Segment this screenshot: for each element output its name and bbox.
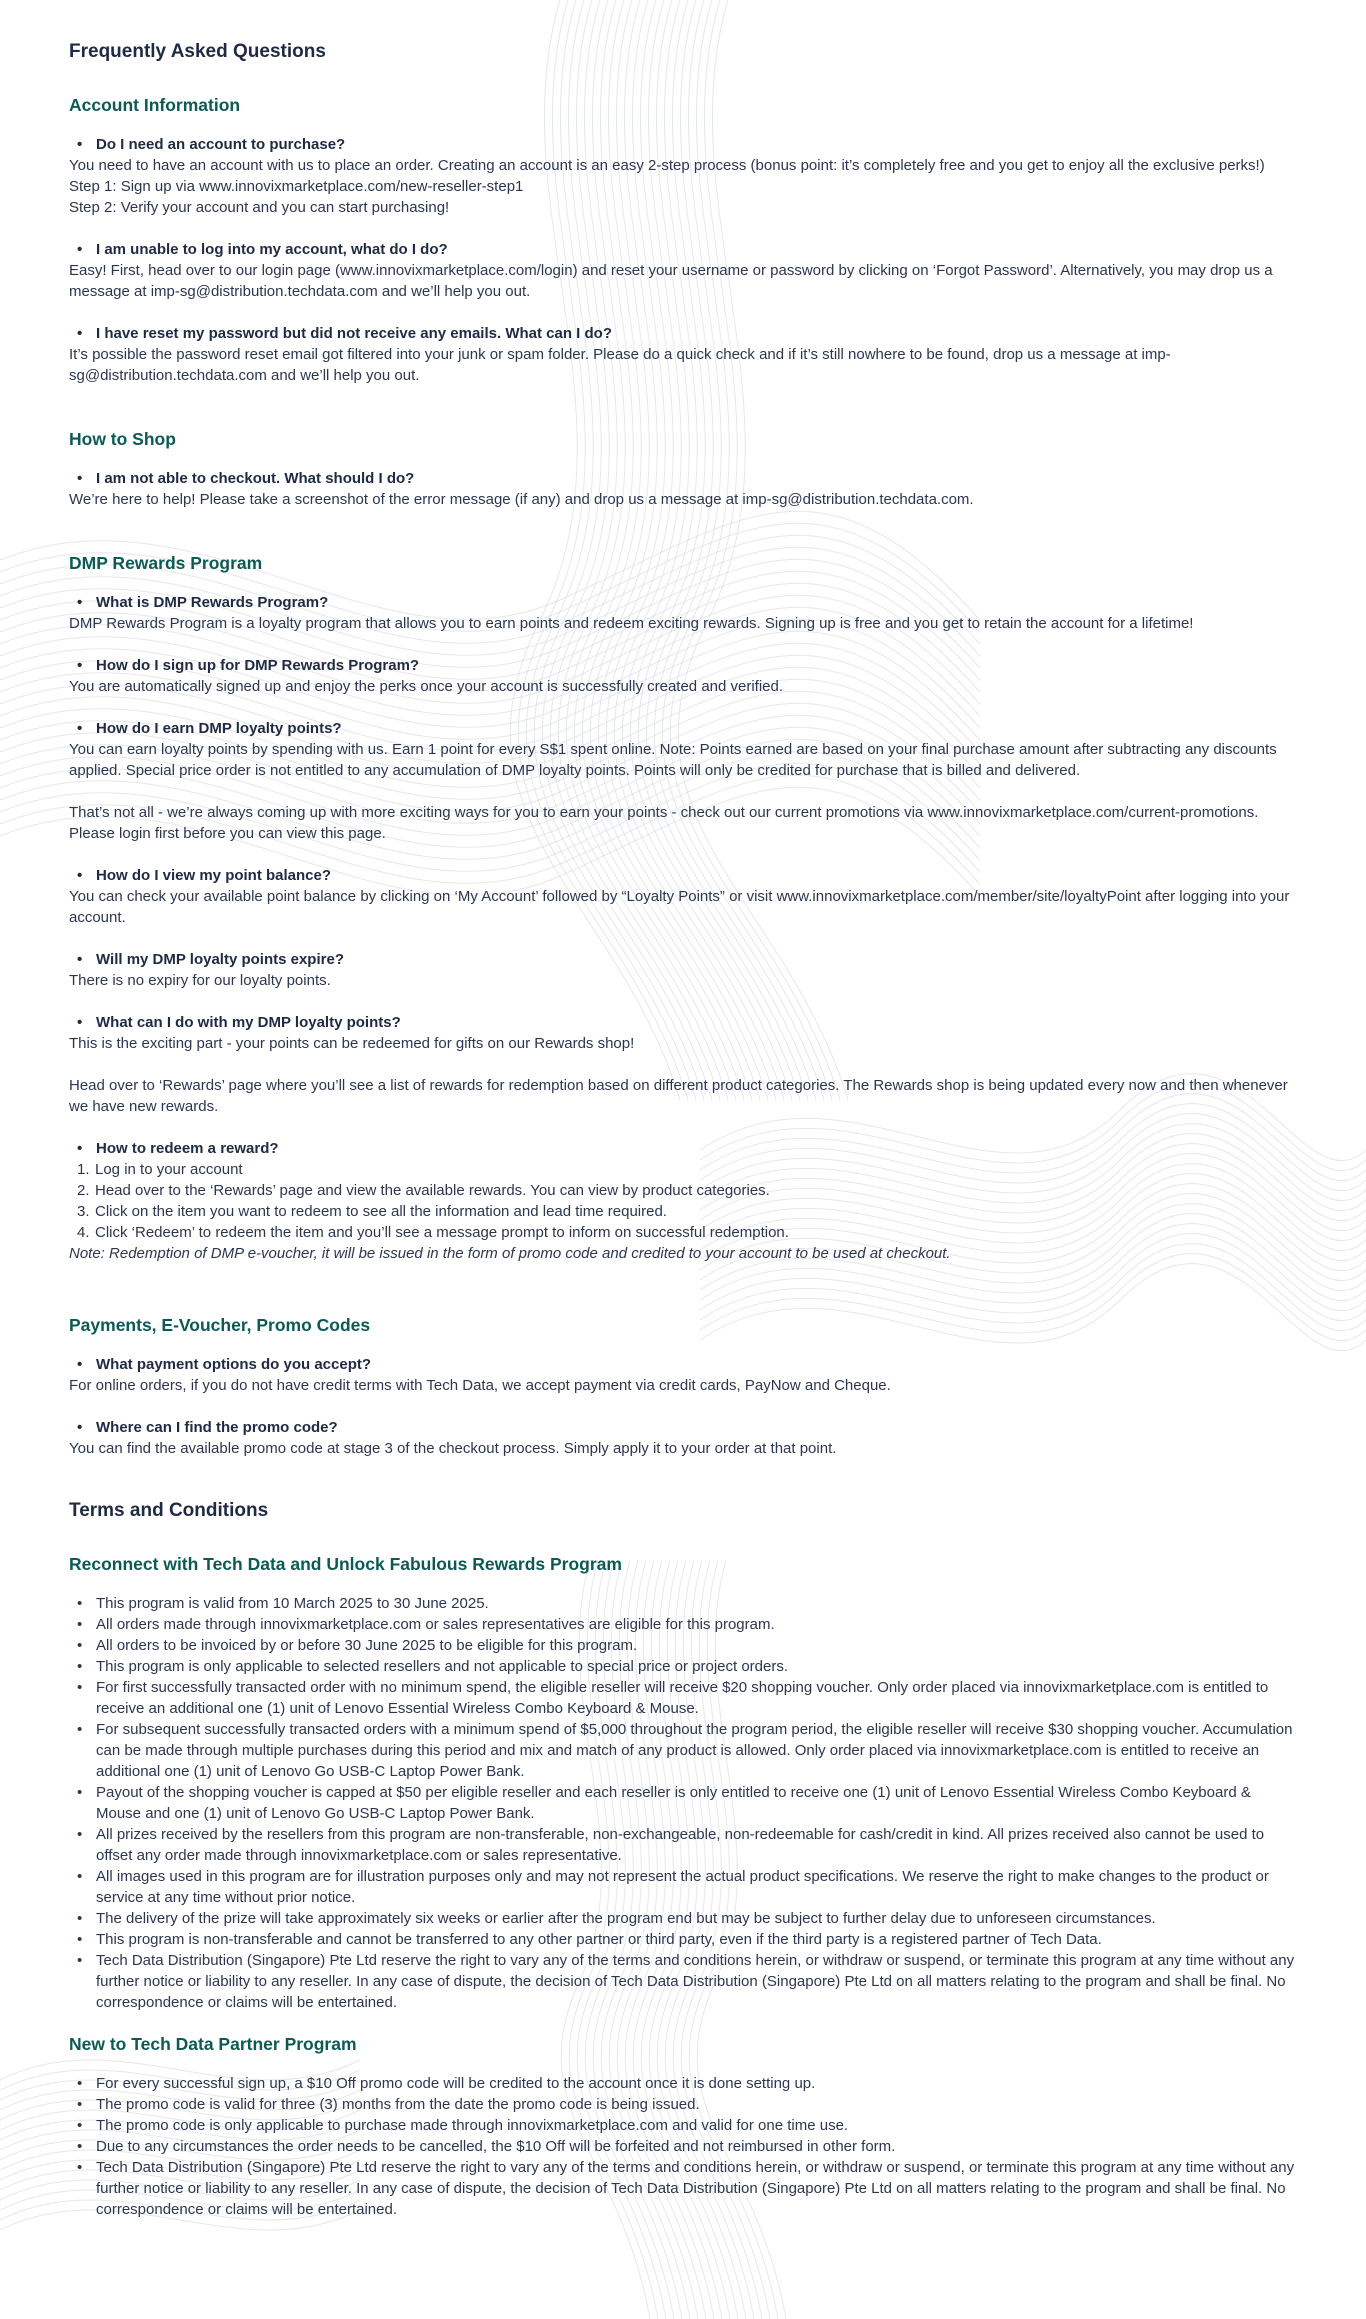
list-item: • This program is non-transferable and cannot be transferred to any other partner or third party, even if the third party is a registered partner of Tech Data. — [69, 1929, 1297, 1950]
answer-points-expire: There is no expiry for our loyalty points. — [69, 972, 331, 989]
list-item: • All orders made through innovixmarketplace.com or sales representatives are eligible for this program. — [69, 1614, 1297, 1635]
redeem-step: 4. Click ‘Redeem’ to redeem the item and you’ll see a message prompt to inform on successful redemption. — [77, 1224, 789, 1241]
list-item: • Tech Data Distribution (Singapore) Pte Ltd reserve the right to vary any of the terms and conditions herein, or withdraw or suspend, or terminate this program at any time without any further notice or liability to any reseller. In any case of dispute, the decision of Tech Data Distribution (Singapore) Pte Ltd on all matters relating to the program and shall be final. No correspondence or claims will be entertained. — [69, 2157, 1297, 2220]
redeem-step: 2. Head over to the ‘Rewards’ page and view the available rewards. You can view by product categories. — [77, 1182, 770, 1199]
faq-title: Frequently Asked Questions — [69, 41, 326, 62]
question-payment-options: • What payment options do you accept? — [69, 1354, 1297, 1375]
answer-earn-points-more: That’s not all - we’re always coming up with more exciting ways for you to earn your points - check out our current promotions via www.innovixmarketplace.com/current-promotions. Please login first before you can view this page. — [69, 804, 1259, 842]
list-item: • For subsequent successfully transacted orders with a minimum spend of $5,000 throughout the program period, the eligible reseller will receive $30 shopping voucher. Accumulation can be made through multiple purchases during this period and mix and match of any product is allowed. Only order placed via innovixmarketplace.com is entitled to receive an additional one (1) unit of Lenovo Go USB-C Laptop Power Bank. — [69, 1719, 1297, 1782]
question-unable-login: • I am unable to log into my account, what do I do? — [69, 239, 1297, 260]
question-point-balance: • How do I view my point balance? — [69, 865, 1297, 886]
answer-checkout: We’re here to help! Please take a screenshot of the error message (if any) and drop us a message at imp-sg@distribution.techdata.com. — [69, 491, 974, 508]
section-reconnect-program: Reconnect with Tech Data and Unlock Fabulous Rewards Program — [69, 1554, 622, 1574]
answer-promo-code: You can find the available promo code at stage 3 of the checkout process. Simply apply it to your order at that point. — [69, 1440, 837, 1457]
question-promo-code: • Where can I find the promo code? — [69, 1417, 1297, 1438]
section-partner-program: New to Tech Data Partner Program — [69, 2034, 357, 2054]
question-what-is-dmp: • What is DMP Rewards Program? — [69, 592, 1297, 613]
answer-point-balance: You can check your available point balance by clicking on ‘My Account’ followed by “Loyalty Points” or visit www.innovixmarketplace.com/member/site/loyaltyPoint after logging into your account. — [69, 888, 1290, 926]
list-item: • The delivery of the prize will take approximately six weeks or earlier after the program end but may be subject to further delay due to unforeseen circumstances. — [69, 1908, 1297, 1929]
list-item: • All prizes received by the resellers from this program are non-transferable, non-exchangeable, non-redeemable for cash/credit in kind. All prizes received also cannot be used to offset any order made through innovixmarketplace.com or sales representative. — [69, 1824, 1297, 1866]
reconnect-terms-list — [69, 1593, 1297, 2013]
question-reset-password: • I have reset my password but did not receive any emails. What can I do? — [69, 323, 1297, 344]
answer-reset-password: It’s possible the password reset email got filtered into your junk or spam folder. Please do a quick check and if it’s still nowhere to be found, drop us a message at imp-sg@distribution.techdata.com and we’ll help you out. — [69, 346, 1171, 384]
answer-step-2: Step 2: Verify your account and you can start purchasing! — [69, 199, 450, 216]
list-item: • The promo code is only applicable to purchase made through innovixmarketplace.com and valid for one time use. — [69, 2115, 1297, 2136]
redeem-step: 3. Click on the item you want to redeem to see all the information and lead time required. — [77, 1203, 667, 1220]
list-item: • For every successful sign up, a $10 Off promo code will be credited to the account once it is done setting up. — [69, 2073, 1297, 2094]
list-item: • This program is valid from 10 March 2025 to 30 June 2025. — [69, 1593, 1297, 1614]
section-payments: Payments, E-Voucher, Promo Codes — [69, 1315, 371, 1335]
answer-what-is-dmp: DMP Rewards Program is a loyalty program that allows you to earn points and redeem exciting rewards. Signing up is free and you get to retain the account for a lifetime! — [69, 615, 1194, 632]
question-earn-points: • How do I earn DMP loyalty points? — [69, 718, 1297, 739]
question-redeem-reward: • How to redeem a reward? — [69, 1138, 1297, 1159]
list-item: • Tech Data Distribution (Singapore) Pte Ltd reserve the right to vary any of the terms and conditions herein, or withdraw or suspend, or terminate this program at any time without any further notice or liability to any reseller. In any case of dispute, the decision of Tech Data Distribution (Singapore) Pte Ltd on all matters relating to the program and shall be final. No correspondence or claims will be entertained. — [69, 1950, 1297, 2013]
question-points-expire: • Will my DMP loyalty points expire? — [69, 949, 1297, 970]
section-how-to-shop: How to Shop — [69, 429, 176, 449]
answer-use-points: This is the exciting part - your points can be redeemed for gifts on our Rewards shop! — [69, 1035, 635, 1052]
answer-earn-points: You can earn loyalty points by spending with us. Earn 1 point for every S$1 spent online. Note: Points earned are based on your final purchase amount after subtracting any discounts applied. Special price order is not entitled to any accumulation of DMP loyalty points. Points will only be credited for purchase that is billed and delivered. — [69, 741, 1277, 779]
list-item: • Payout of the shopping voucher is capped at $50 per eligible reseller and each reseller is only entitled to receive one (1) unit of Lenovo Essential Wireless Combo Keyboard & Mouse and one (1) unit of Lenovo Go USB-C Laptop Power Bank. — [69, 1782, 1297, 1824]
answer-need-account: You need to have an account with us to place an order. Creating an account is an easy 2-step process (bonus point: it’s completely free and you get to enjoy all the exclusive perks!) — [69, 157, 1265, 174]
terms-title: Terms and Conditions — [69, 1500, 269, 1521]
partner-terms-list — [69, 2073, 1297, 2220]
answer-step-1: Step 1: Sign up via www.innovixmarketplace.com/new-reseller-step1 — [69, 178, 524, 195]
question-need-account: • Do I need an account to purchase? — [69, 134, 1297, 155]
list-item: • The promo code is valid for three (3) months from the date the promo code is being issued. — [69, 2094, 1297, 2115]
answer-unable-login: Easy! First, head over to our login page (www.innovixmarketplace.com/login) and reset your username or password by clicking on ‘Forgot Password’. Alternatively, you may drop us a message at imp-sg@distribution.techdata.com and we’ll help you out. — [69, 262, 1273, 300]
redeem-steps-list — [69, 1159, 1297, 1243]
list-item: • For first successfully transacted order with no minimum spend, the eligible reseller will receive $20 shopping voucher. Only order placed via innovixmarketplace.com is entitled to receive an additional one (1) unit of Lenovo Essential Wireless Combo Keyboard & Mouse. — [69, 1677, 1297, 1719]
list-item: • All images used in this program are for illustration purposes only and may not represent the actual product specifications. We reserve the right to make changes to the product or service at any time without prior notice. — [69, 1866, 1297, 1908]
list-item: • All orders to be invoiced by or before 30 June 2025 to be eligible for this program. — [69, 1635, 1297, 1656]
answer-sign-up: You are automatically signed up and enjoy the perks once your account is successfully created and verified. — [69, 678, 784, 695]
section-account-information: Account Information — [69, 95, 241, 115]
redeem-note: Note: Redemption of DMP e-voucher, it will be issued in the form of promo code and credited to your account to be used at checkout. — [69, 1245, 951, 1262]
redeem-step: 1. Log in to your account — [77, 1161, 243, 1178]
question-sign-up: • How do I sign up for DMP Rewards Program? — [69, 655, 1297, 676]
section-dmp-rewards: DMP Rewards Program — [69, 553, 263, 573]
answer-use-points-more: Head over to ‘Rewards’ page where you’ll see a list of rewards for redemption based on different product categories. The Rewards shop is being updated every now and then whenever we have new rewards. — [69, 1077, 1288, 1115]
question-use-points: • What can I do with my DMP loyalty points? — [69, 1012, 1297, 1033]
list-item: • Due to any circumstances the order needs to be cancelled, the $10 Off will be forfeited and not reimbursed in other form. — [69, 2136, 1297, 2157]
answer-payment-options: For online orders, if you do not have credit terms with Tech Data, we accept payment via credit cards, PayNow and Cheque. — [69, 1377, 891, 1394]
list-item: • This program is only applicable to selected resellers and not applicable to special price or project orders. — [69, 1656, 1297, 1677]
question-checkout: • I am not able to checkout. What should I do? — [69, 468, 1297, 489]
